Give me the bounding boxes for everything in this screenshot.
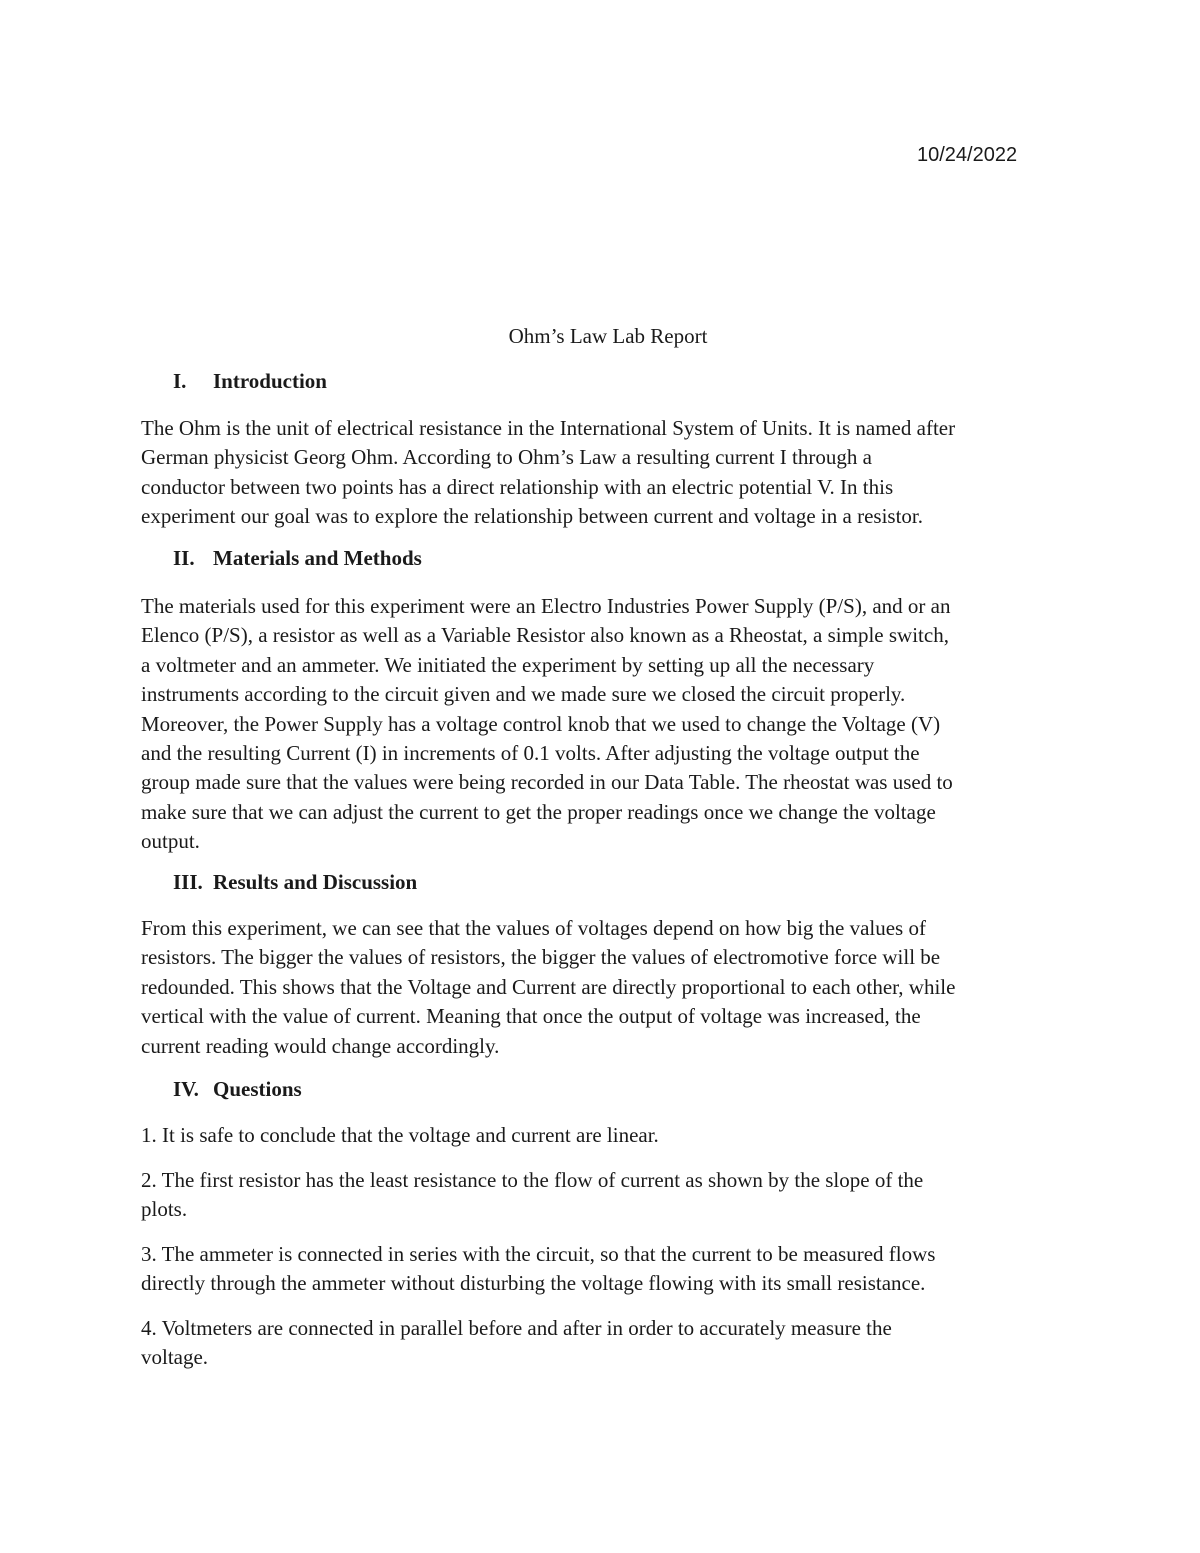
page-title: Ohm’s Law Lab Report [508, 324, 708, 348]
answer-line: directly through the ammeter without disturbing the voltage flowing with its small resistance. [141, 1271, 926, 1296]
paragraph-line: a voltmeter and an ammeter. We initiated the experiment by setting up all the necessary [141, 652, 875, 677]
section-title: Questions [213, 1077, 302, 1101]
paragraph-line: resistors. The bigger the values of resistors, the bigger the values of electromotive force will be [141, 945, 941, 970]
section-number: IV. [173, 1077, 199, 1101]
paragraph-line: German physicist Georg Ohm. According to Ohm’s Law a resulting current I through a [141, 445, 872, 470]
paragraph-line: The materials used for this experiment were an Electro Industries Power Supply (P/S), and or an [141, 594, 951, 618]
results-paragraph [141, 914, 1071, 1061]
answer-line: voltage. [141, 1345, 209, 1370]
section-title: Introduction [213, 369, 327, 393]
section-number: III. [173, 870, 203, 894]
paragraph-line: The Ohm is the unit of electrical resistance in the International System of Units. It is named after [141, 416, 956, 440]
section-heading-questions [173, 1077, 302, 1102]
materials-paragraph [141, 592, 1071, 857]
paragraph-line: and the resulting Current (I) in increments of 0.1 volts. After adjusting the voltage output the [141, 741, 920, 766]
paragraph-line: Elenco (P/S), a resistor as well as a Variable Resistor also known as a Rheostat, a simple switch, [141, 623, 949, 648]
paragraph-line: Moreover, the Power Supply has a voltage control knob that we used to change the Voltage (V) [141, 711, 941, 736]
answer-line: 1. It is safe to conclude that the voltage and current are linear. [141, 1123, 659, 1147]
section-number: I. [173, 369, 187, 393]
answer-line: 3. The ammeter is connected in series with the circuit, so that the current to be measured flows [141, 1242, 936, 1266]
paragraph-line: group made sure that the values were being recorded in our Data Table. The rheostat was used to [141, 770, 953, 795]
paragraph-line: output. [141, 829, 200, 854]
paragraph-line: current reading would change accordingly. [141, 1033, 500, 1058]
section-title: Materials and Methods [213, 546, 422, 570]
answer-line: 2. The first resistor has the least resistance to the flow of current as shown by the slope of the [141, 1168, 924, 1192]
section-title: Results and Discussion [213, 870, 418, 894]
paragraph-line: conductor between two points has a direct relationship with an electric potential V. In this [141, 474, 894, 499]
paragraph-line: experiment our goal was to explore the relationship between current and voltage in a resistor. [141, 504, 923, 529]
answer-1 [141, 1121, 1071, 1150]
paragraph-line: vertical with the value of current. Meaning that once the output of voltage was increased, the [141, 1004, 921, 1029]
answer-2 [141, 1166, 1071, 1225]
paragraph-line: make sure that we can adjust the current to get the proper readings once we change the voltage [141, 799, 936, 824]
section-heading-materials-and-methods [173, 546, 422, 571]
section-heading-introduction [173, 369, 327, 394]
section-heading-results-and-discussion [173, 870, 417, 895]
report-date: 10/24/2022 [917, 144, 1018, 166]
paragraph-line: instruments according to the circuit given and we made sure we closed the circuit properly. [141, 682, 906, 707]
paragraph-line: redounded. This shows that the Voltage and Current are directly proportional to each other, while [141, 974, 956, 999]
section-number: II. [173, 546, 195, 570]
paragraph-line: From this experiment, we can see that the values of voltages depend on how big the values of [141, 916, 926, 940]
answer-3 [141, 1240, 1071, 1299]
introduction-paragraph [141, 414, 1071, 532]
answer-line: plots. [141, 1197, 188, 1222]
answer-line: 4. Voltmeters are connected in parallel before and after in order to accurately measure the [141, 1316, 892, 1340]
answer-4 [141, 1314, 1071, 1373]
